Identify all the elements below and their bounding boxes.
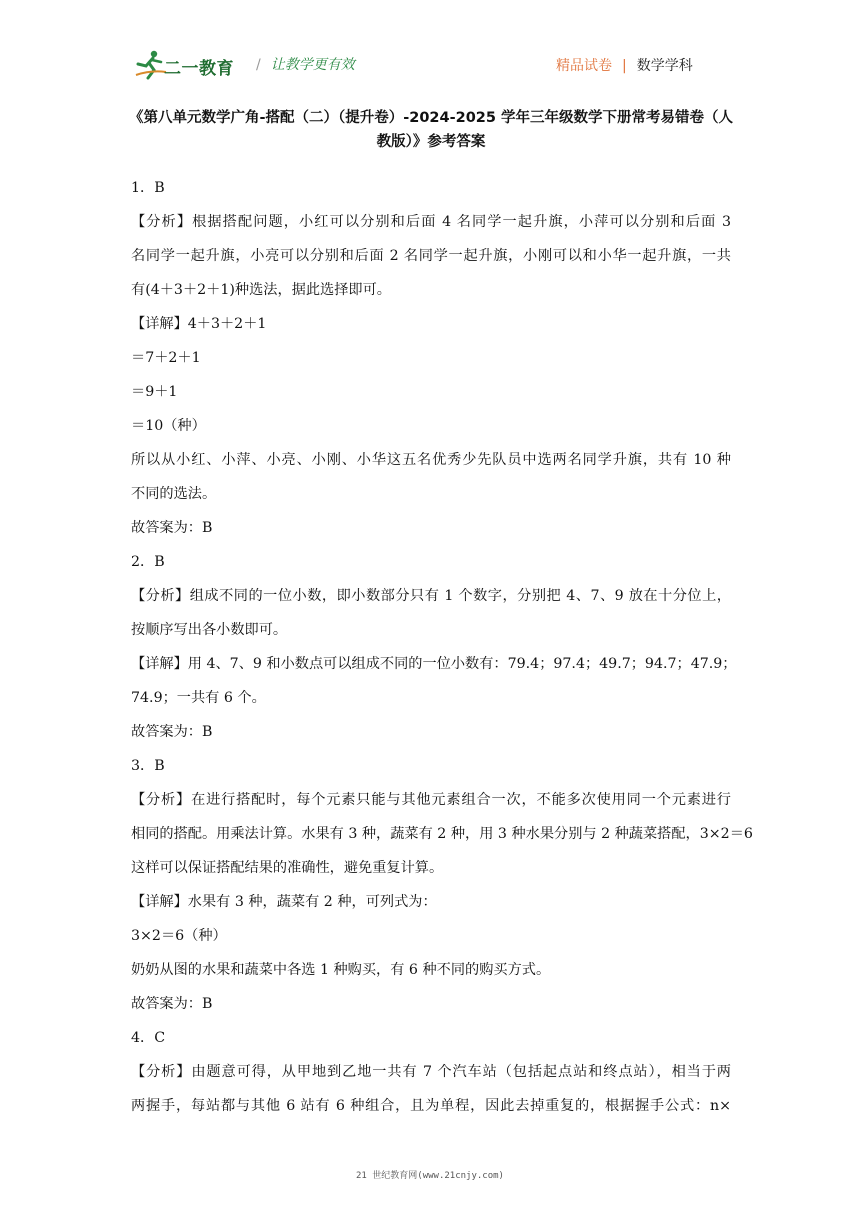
header-tags: [556, 55, 693, 75]
text-line: 2．B: [131, 554, 165, 570]
tag-premium: 精品试卷: [556, 58, 612, 74]
title-line-1: 《第八单元数学广角-搭配（二）（提升卷）-2024-2025 学年三年级数学下册常考易错卷（人: [128, 110, 734, 126]
text-line: 有(4＋3＋2＋1)种选法，据此选择即可。: [131, 282, 391, 298]
text-line: 所以从小红、小萍、小亮、小刚、小华这五名优秀少先队员中选两名同学升旗，共有 10 种: [131, 452, 731, 468]
text-line: 4．C: [131, 1030, 166, 1046]
runner-logo-icon: [134, 48, 168, 82]
text-line: 【详解】水果有 3 种，蔬菜有 2 种，可列式为：: [131, 894, 437, 910]
logo-text: 二一教育: [164, 59, 234, 79]
document-title: [126, 106, 736, 154]
page-footer: 21 世纪教育网(www.21cnjy.com): [356, 1171, 504, 1181]
text-line: 【详解】4＋3＋2＋1: [131, 316, 267, 332]
answer-content: [131, 178, 753, 1130]
text-line: 3×2＝6（种）: [131, 928, 227, 944]
logo: [134, 48, 246, 82]
text-line: ＝9＋1: [131, 384, 178, 400]
text-line: 【详解】用 4、7、9 和小数点可以组成不同的一位小数有：79.4；97.4；49.7；94.7；47.9；: [131, 656, 737, 672]
text-line: ＝10（种）: [131, 418, 206, 434]
text-line: ＝7＋2＋1: [131, 350, 201, 366]
title-line-2: 教版）》参考答案: [376, 134, 486, 150]
text-line: 3．B: [131, 758, 165, 774]
text-line: 故答案为：B: [131, 520, 213, 536]
text-line: 【分析】组成不同的一位小数，即小数部分只有 1 个数字，分别把 4、7、9 放在十分位上，: [131, 588, 731, 604]
tag-subject: 数学学科: [636, 58, 693, 74]
tag-separator: |: [622, 58, 627, 74]
text-line: 按顺序写出各小数即可。: [131, 622, 288, 638]
text-line: 这样可以保证搭配结果的准确性，避免重复计算。: [131, 860, 444, 876]
text-line: 相同的搭配。用乘法计算。水果有 3 种，蔬菜有 2 种，用 3 种水果分别与 2 种蔬菜搭配，3×2＝6: [131, 826, 753, 842]
text-line: 不同的选法。: [131, 486, 217, 502]
slogan: [256, 54, 355, 74]
slogan-divider: /: [256, 57, 261, 73]
text-line: 故答案为：B: [131, 996, 213, 1012]
text-line: 故答案为：B: [131, 724, 213, 740]
text-line: 名同学一起升旗，小亮可以分别和后面 2 名同学一起升旗，小刚可以和小华一起升旗，一共: [131, 248, 731, 264]
text-line: 【分析】根据搭配问题，小红可以分别和后面 4 名同学一起升旗，小萍可以分别和后面 3: [131, 214, 731, 230]
text-line: 【分析】在进行搭配时，每个元素只能与其他元素组合一次，不能多次使用同一个元素进行: [131, 792, 731, 808]
text-line: 74.9；一共有 6 个。: [131, 690, 266, 706]
text-line: 奶奶从图的水果和蔬菜中各选 1 种购买，有 6 种不同的购买方式。: [131, 962, 551, 978]
slogan-text: 让教学更有效: [270, 57, 355, 73]
text-line: 两握手，每站都与其他 6 站有 6 种组合，且为单程，因此去掉重复的，根据握手公式：n×: [131, 1098, 731, 1114]
text-line: 【分析】由题意可得，从甲地到乙地一共有 7 个汽车站（包括起点站和终点站），相当于两: [131, 1064, 731, 1080]
text-line: 1．B: [131, 180, 165, 196]
page-header: [0, 0, 860, 100]
